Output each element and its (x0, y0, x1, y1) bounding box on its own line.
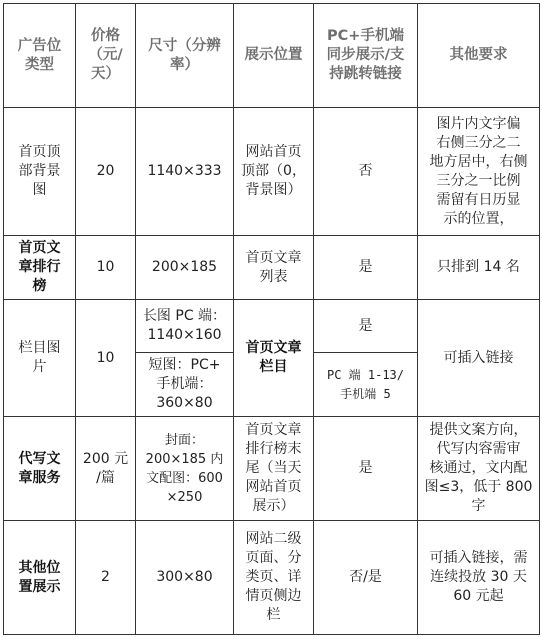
row5-other: 可插入链接，需 连续投放 30 天 60 元起 (418, 521, 540, 635)
table-row (4, 108, 540, 236)
table-row (4, 521, 540, 635)
row2-price: 10 (76, 236, 136, 300)
row4-size: 封面： 200×185 内 文配图：600 ×250 (136, 417, 234, 521)
row2-other: 只排到 14 名 (418, 236, 540, 300)
row4-type: 代写文 章服务 (4, 417, 76, 521)
row4-price: 200 元 /篇 (76, 417, 136, 521)
header-sync: PC+手机端 同步展示/支 持跳转链接 (314, 4, 418, 108)
row2-type: 首页文 章排行 榜 (4, 236, 76, 300)
row1-size: 1140×333 (136, 108, 234, 236)
ad-pricing-table (3, 3, 540, 635)
row1-other: 图片内文字偏 右侧三分之二 地方居中，右侧 三分之一比例 需留有日历显 示的位置， (418, 108, 540, 236)
header-price: 价格 （元/ 天） (76, 4, 136, 108)
row3-size-long: 长图 PC 端： 1140×160 (136, 300, 234, 353)
header-row (4, 4, 540, 108)
header-position: 展示位置 (234, 4, 314, 108)
row4-sync: 是 (314, 417, 418, 521)
ad-pricing-table-wrapper (3, 3, 539, 634)
row2-sync: 是 (314, 236, 418, 300)
header-other: 其他要求 (418, 4, 540, 108)
row2-size: 200×185 (136, 236, 234, 300)
row3-other: 可插入链接 (418, 300, 540, 417)
header-type: 广告位 类型 (4, 4, 76, 108)
row5-sync: 否/是 (314, 521, 418, 635)
row1-sync: 否 (314, 108, 418, 236)
row3-size-short: 短图：PC+ 手机端： 360×80 (136, 353, 234, 417)
table-row (4, 236, 540, 300)
row3-sync-top: 是 (314, 300, 418, 353)
row3-type: 栏目图 片 (4, 300, 76, 417)
row1-price: 20 (76, 108, 136, 236)
row4-other: 提供文案方向， 代写内容需审 核通过，文内配 图≤3，低于 800 字 (418, 417, 540, 521)
row3-price: 10 (76, 300, 136, 417)
row4-position: 首页文章 排行榜末 尾（当天 网站首页 展示） (234, 417, 314, 521)
row1-type: 首页顶 部背景 图 (4, 108, 76, 236)
row5-size: 300×80 (136, 521, 234, 635)
row5-price: 2 (76, 521, 136, 635)
row3-sync-bottom: PC 端 1-13/ 手机端 5 (314, 353, 418, 417)
row5-position: 网站二级 页面、分 类页、详 情页侧边 栏 (234, 521, 314, 635)
row5-type: 其他位 置展示 (4, 521, 76, 635)
table-row (4, 300, 540, 353)
row1-position: 网站首页 顶部（0， 背景图） (234, 108, 314, 236)
table-row (4, 417, 540, 521)
header-size: 尺寸（分辨 率） (136, 4, 234, 108)
row2-position: 首页文章 列表 (234, 236, 314, 300)
row3-position: 首页文章 栏目 (234, 300, 314, 417)
